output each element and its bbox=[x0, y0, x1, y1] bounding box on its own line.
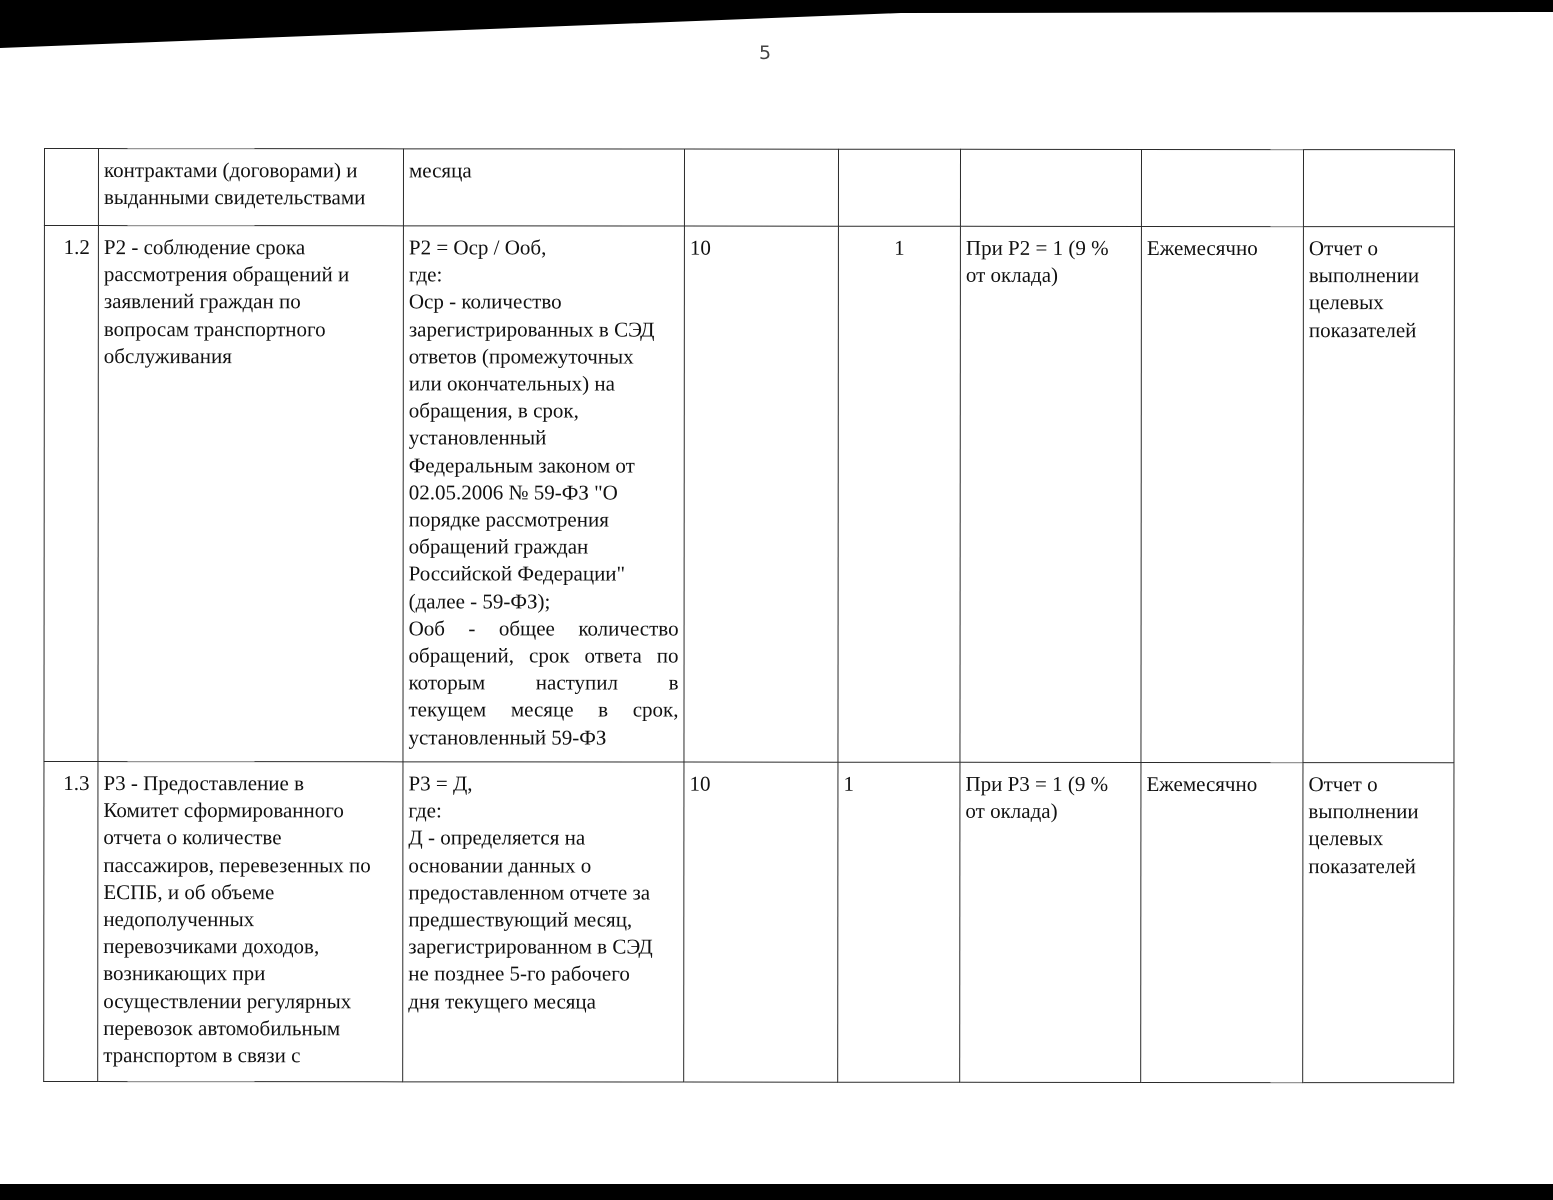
cell-indicator: контрактами (договорами) и выданными свидетельствами bbox=[98, 149, 403, 226]
cell-report bbox=[1303, 150, 1454, 227]
scan-edge-bottom bbox=[0, 1184, 1553, 1200]
cell-condition: При Р2 = 1 (9 % от оклада) bbox=[960, 226, 1141, 762]
cell-formula: Р2 = Оср / Ооб, где: Оср - количество зарегистрированных в СЭД ответов (промежуточных или окончательных) на обращения, в срок, установленный Федеральным законом от 02.05.2006 № 59-ФЗ "О порядке рассмотрения обращений граждан Российской Федерации" (далее - 59-ФЗ); Ооб - общее количество обращений, срок ответа по которым наступил в текущем месяце в срок, установленный 59-ФЗ bbox=[403, 226, 684, 762]
cell-indicator: Р2 - соблюдение срока рассмотрения обращений и заявлений граждан по вопросам транспортного обслуживания bbox=[98, 226, 403, 762]
table-row bbox=[44, 762, 1454, 1083]
cell-report: Отчет о выполнении целевых показателей bbox=[1303, 763, 1454, 1083]
cell-frequency bbox=[1141, 149, 1303, 226]
cell-formula: Р3 = Д, где: Д - определяется на основании данных о предоставленном отчете за предшествующий месяц, зарегистрированном в СЭД не позднее 5-го рабочего дня текущего месяца bbox=[403, 762, 684, 1082]
table-row bbox=[44, 226, 1454, 763]
cell-target bbox=[838, 149, 960, 226]
cell-number bbox=[44, 149, 98, 226]
cell-number: 1.2 bbox=[44, 226, 98, 762]
cell-number: 1.3 bbox=[44, 762, 98, 1082]
cell-condition bbox=[960, 149, 1141, 226]
cell-report: Отчет о выполнении целевых показателей bbox=[1303, 227, 1454, 763]
table-row bbox=[44, 149, 1454, 227]
scan-edge-top bbox=[0, 0, 1553, 48]
cell-weight bbox=[684, 149, 838, 226]
cell-frequency: Ежемесячно bbox=[1141, 226, 1303, 762]
indicators-table bbox=[43, 148, 1455, 1083]
cell-weight: 10 bbox=[684, 762, 838, 1082]
cell-formula: месяца bbox=[403, 149, 684, 226]
cell-frequency: Ежемесячно bbox=[1141, 762, 1303, 1082]
cell-indicator: Р3 - Предоставление в Комитет сформированного отчета о количестве пассажиров, перевезенных по ЕСПБ, и об объеме недополученных перевозчиками доходов, возникающих при осуществлении регулярных перевозок автомобильным транспортом в связи с bbox=[98, 762, 403, 1082]
cell-weight: 10 bbox=[684, 226, 838, 762]
page-number: 5 bbox=[758, 42, 772, 64]
cell-condition: При Р3 = 1 (9 % от оклада) bbox=[960, 762, 1141, 1082]
cell-target: 1 bbox=[838, 762, 960, 1082]
cell-target: 1 bbox=[838, 226, 960, 762]
